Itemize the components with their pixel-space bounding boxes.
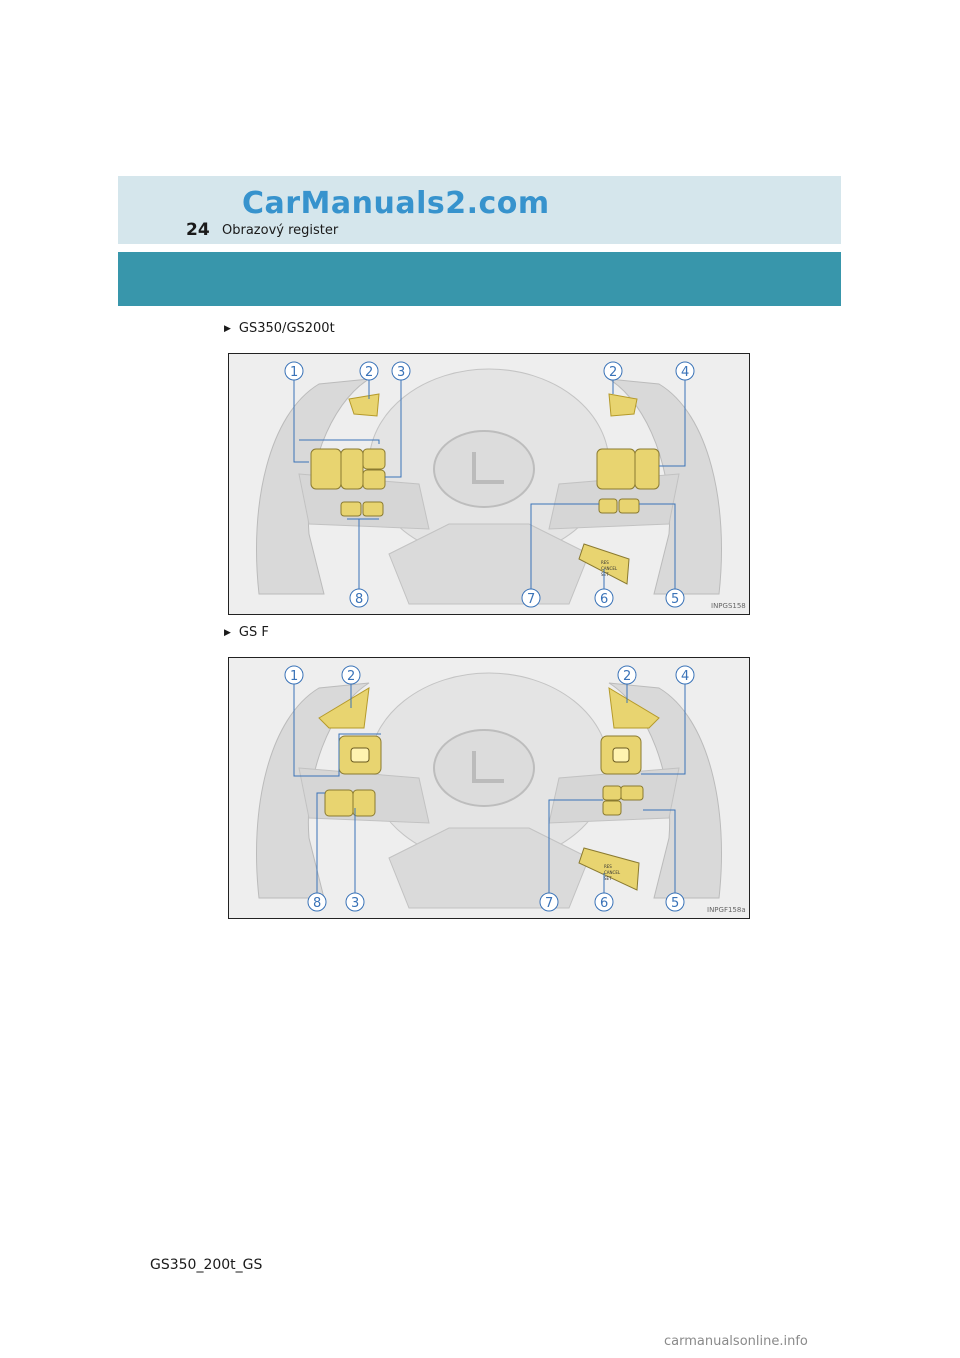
callout-6: 6 [600,896,609,911]
phone-on-hook-switch [363,502,383,516]
phone-off-hook-switch [341,502,361,516]
callout-8: 8 [313,896,322,911]
callout-3: 3 [351,896,360,911]
lane-trace-switch [599,499,617,513]
bullet-arrow-icon: ▶ [224,324,231,334]
callout-1: 1 [290,669,299,684]
volume-switch [311,449,341,489]
callout-2: 2 [365,365,374,380]
lever-label-set: SET [604,876,612,881]
callout-2: 2 [347,669,356,684]
lever-label-set: SET [601,572,609,577]
figure-code: INPGF158a [707,906,746,914]
callout-1: 1 [290,365,299,380]
callout-4: 4 [681,669,690,684]
callout-2b: 2 [609,365,618,380]
steering-wheel-illustration [229,354,749,614]
callout-5: 5 [671,896,680,911]
lever-label-res: RES [601,560,609,565]
paddle-minus [349,394,379,416]
figure-steering-gs350 [228,353,750,615]
callout-4: 4 [681,365,690,380]
callout-8: 8 [355,592,364,607]
figure-code: INPGS158 [711,602,746,610]
phone-on-hook-switch [353,790,375,816]
distance-switch [621,786,643,800]
talk-switch [603,786,621,800]
back-talk-switch [635,449,659,489]
title-bar [118,252,841,306]
page-number: 24 [186,220,210,240]
meter-control-switch [597,449,635,489]
callout-7: 7 [545,896,554,911]
lever-label-cancel: CANCEL [601,566,618,571]
mode-switch [363,449,385,469]
variant-label-gsf: ▶ GS F [224,625,269,640]
lane-trace-switch [603,801,621,815]
cruise-control-lever [579,848,639,890]
distance-switch [619,499,639,513]
callout-5: 5 [671,592,680,607]
callout-2b: 2 [623,669,632,684]
figure-steering-gsf [228,657,750,919]
watermark-logo: CarManuals2.com [242,186,550,221]
seek-switch [341,449,363,489]
section-title: Obrazový register [222,223,339,238]
phone-off-hook-switch [325,790,353,816]
mode-button [351,748,369,762]
footer-site-watermark: carmanualsonline.info [664,1334,808,1349]
bullet-arrow-icon: ▶ [224,628,231,638]
callout-6: 6 [600,592,609,607]
footer-model-code: GS350_200t_GS [150,1257,263,1273]
callout-7: 7 [527,592,536,607]
steering-wheel-illustration [229,658,749,918]
callout-3: 3 [397,365,406,380]
variant-label-gs350: ▶ GS350/GS200t [224,321,335,336]
lever-label-cancel: CANCEL [604,870,621,875]
enter-button [613,748,629,762]
lever-label-res: RES [604,864,612,869]
talk-switch-left [363,470,385,489]
